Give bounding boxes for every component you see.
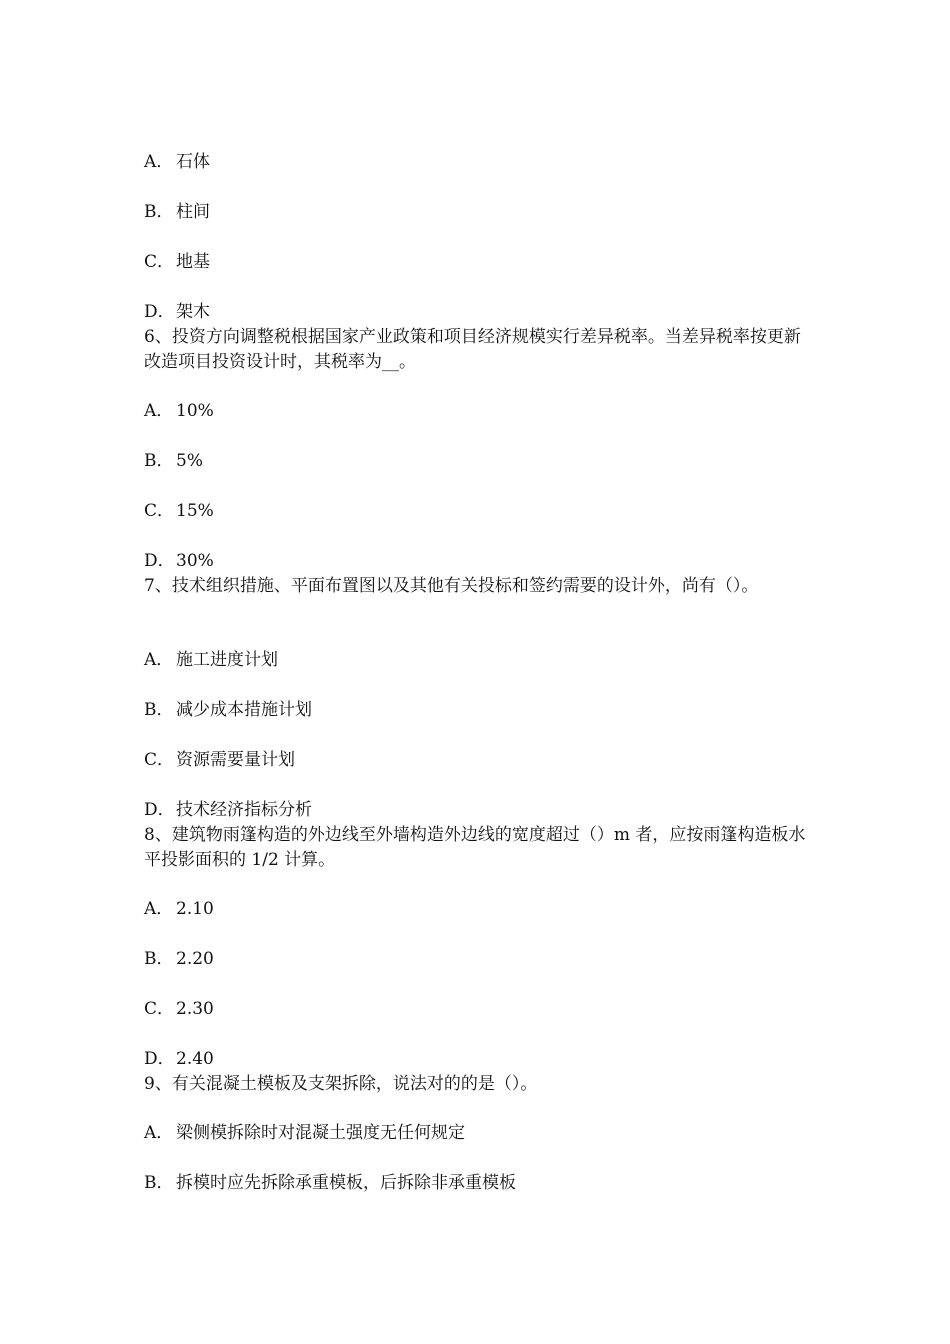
option-text: 减少成本措施计划	[176, 700, 312, 720]
question-9: 9、有关混凝土模板及支架拆除，说法对的的是（）。	[144, 1074, 538, 1094]
option-text: 2.30	[176, 999, 214, 1019]
option-text: 石体	[176, 152, 210, 172]
option-text: 资源需要量计划	[176, 750, 295, 770]
option-b	[144, 1171, 809, 1196]
option-letter: D．	[144, 302, 175, 322]
option-text: 30%	[176, 551, 214, 571]
option-letter: A．	[144, 899, 174, 919]
option-a	[144, 648, 809, 673]
option-text: 15%	[176, 501, 214, 521]
option-letter: C．	[144, 501, 175, 521]
option-letter: A．	[144, 401, 174, 421]
option-a	[144, 897, 809, 922]
option-letter: B．	[144, 700, 174, 720]
option-text: 2.20	[176, 949, 214, 969]
option-letter: A．	[144, 1123, 174, 1143]
option-text: 2.10	[176, 899, 214, 919]
option-a	[144, 1121, 809, 1146]
option-letter: A．	[144, 152, 174, 172]
option-letter: B．	[144, 1173, 174, 1193]
option-c	[144, 250, 809, 275]
option-c	[144, 748, 809, 773]
option-text: 5%	[176, 451, 203, 471]
option-b	[144, 698, 809, 723]
option-text: 架木	[176, 302, 210, 322]
option-d	[144, 549, 809, 574]
option-letter: B．	[144, 202, 174, 222]
option-text: 拆模时应先拆除承重模板，后拆除非承重模板	[176, 1173, 516, 1193]
option-text: 技术经济指标分析	[176, 800, 312, 820]
option-letter: D．	[144, 1049, 175, 1069]
option-letter: B．	[144, 949, 174, 969]
option-d	[144, 300, 809, 325]
option-d	[144, 798, 809, 823]
option-b	[144, 449, 809, 474]
option-letter: B．	[144, 451, 174, 471]
option-letter: A．	[144, 650, 174, 670]
question-7: 7、技术组织措施、平面布置图以及其他有关投标和签约需要的设计外，尚有（）。	[144, 576, 759, 596]
option-c	[144, 499, 809, 524]
option-text: 地基	[176, 252, 210, 272]
option-letter: D．	[144, 551, 175, 571]
option-a	[144, 150, 809, 175]
question-8: 8、建筑物雨篷构造的外边线至外墙构造外边线的宽度超过（）m 者，应按雨篷构造板水平投影面积的 1/2 计算。	[144, 825, 806, 870]
option-text: 柱间	[176, 202, 210, 222]
option-text: 施工进度计划	[176, 650, 278, 670]
option-letter: C．	[144, 252, 175, 272]
option-letter: D．	[144, 800, 175, 820]
option-b	[144, 200, 809, 225]
option-b	[144, 947, 809, 972]
option-letter: C．	[144, 999, 175, 1019]
option-a	[144, 399, 809, 424]
option-text: 2.40	[176, 1049, 214, 1069]
option-c	[144, 997, 809, 1022]
option-text: 10%	[176, 401, 214, 421]
question-6: 6、投资方向调整税根据国家产业政策和项目经济规模实行差异税率。当差异税率按更新改造项目投资设计时，其税率为__。	[144, 327, 801, 372]
option-d	[144, 1047, 809, 1072]
option-letter: C．	[144, 750, 175, 770]
option-text: 梁侧模拆除时对混凝土强度无任何规定	[176, 1123, 465, 1143]
